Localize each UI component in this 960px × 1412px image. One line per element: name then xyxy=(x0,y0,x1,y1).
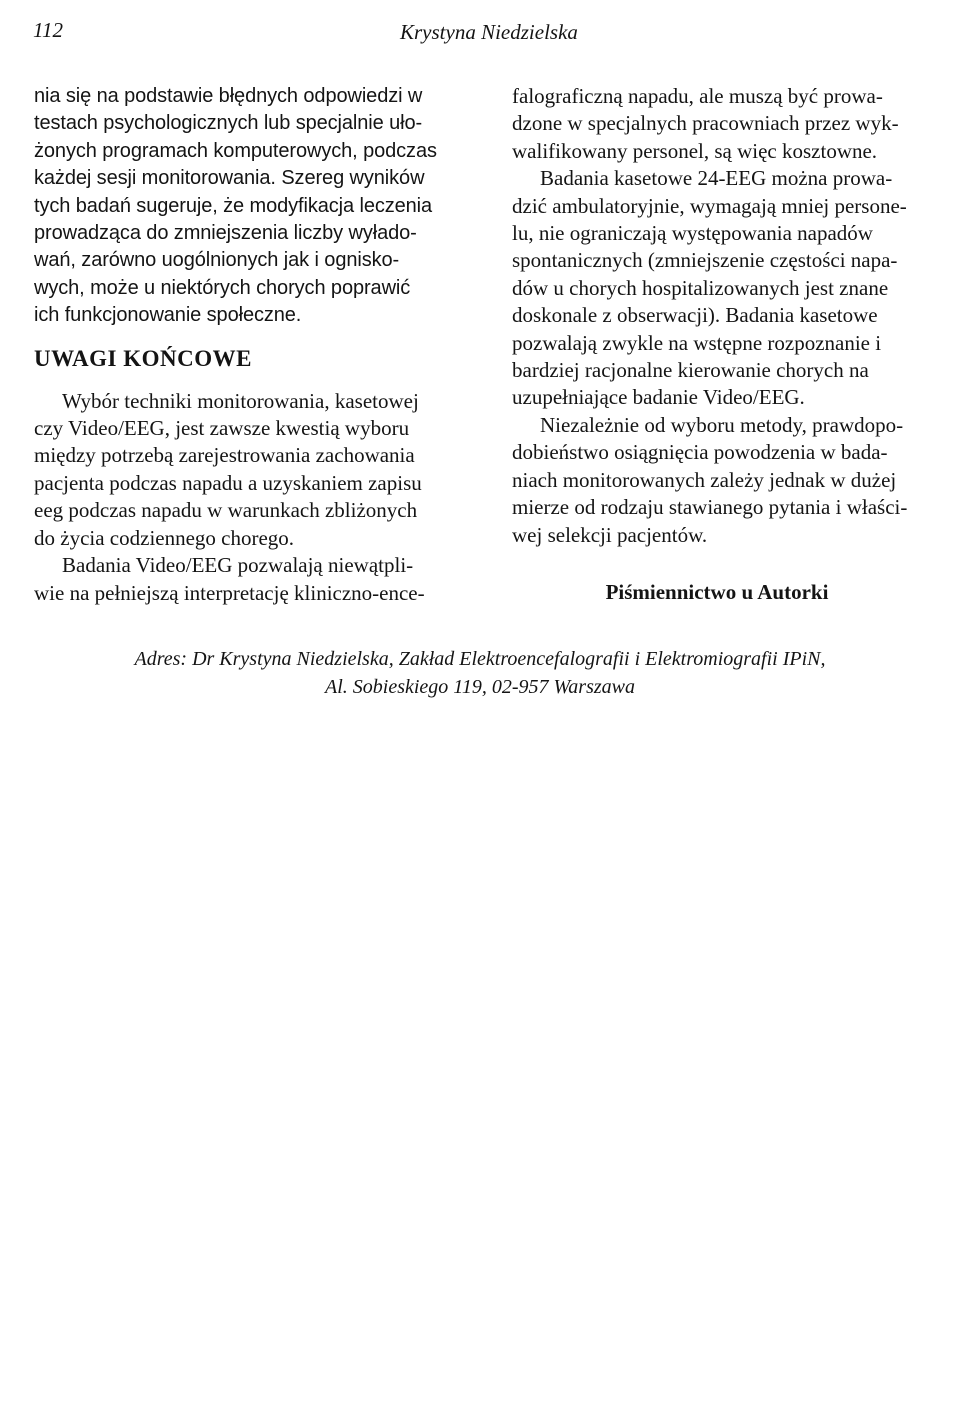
text-line: prowadząca do zmniejszenia liczby wyłado- xyxy=(34,222,417,245)
text-line: testach psychologicznych lub specjalnie uło- xyxy=(34,112,423,135)
right-column xyxy=(512,83,952,606)
text-line: Wybór techniki monitorowania, kasetowej xyxy=(62,388,419,413)
text-line: dzić ambulatoryjnie, wymagają mniej persone- xyxy=(512,193,907,218)
text-line: wie na pełniejszą interpretację kliniczno-ence- xyxy=(34,580,425,605)
text-line: uzupełniające badanie Video/EEG. xyxy=(512,385,805,410)
text-line: spontanicznych (zmniejszenie częstości napa- xyxy=(512,248,898,273)
text-line: dobieństwo osiągnięcia powodzenia w bada- xyxy=(512,440,888,465)
text-line: każdej sesji monitorowania. Szereg wyników xyxy=(34,167,425,190)
page-number: 112 xyxy=(33,18,63,42)
text-line: wań, zarówno uogólnionych jak i ognisko- xyxy=(34,249,400,272)
text-line: mierze od rodzaju stawianego pytania i właści- xyxy=(512,495,908,520)
text-line: wej selekcji pacjentów. xyxy=(512,522,708,547)
text-line: niach monitorowanych zależy jednak w dużej xyxy=(512,467,897,492)
text-line: tych badań sugeruje, że modyfikacja leczenia xyxy=(34,194,433,217)
text-line: wych, może u niektórych chorych poprawić xyxy=(34,276,411,299)
text-line: dzone w specjalnych pracowniach przez wyk- xyxy=(512,111,899,136)
text-line: lu, nie ograniczają występowania napadów xyxy=(512,221,873,246)
address-line: Al. Sobieskiego 119, 02-957 Warszawa xyxy=(325,676,635,698)
cassette-paragraph xyxy=(512,165,952,412)
text-line: walifikowany personel, są więc kosztowne. xyxy=(512,138,878,163)
text-line: pozwalają zwykle na wstępne rozpoznanie i xyxy=(512,330,882,355)
text-line: żonych programach komputerowych, podczas xyxy=(34,139,437,162)
text-line: Niezależnie od wyboru metody, prawdopo- xyxy=(540,412,904,437)
method-paragraph xyxy=(512,412,952,549)
text-line: dów u chorych hospitalizowanych jest znane xyxy=(512,275,889,300)
conclusion-paragraph-1 xyxy=(34,388,472,552)
text-line: doskonale z obserwacji). Badania kasetowe xyxy=(512,303,878,328)
left-column xyxy=(34,83,472,607)
text-line: Badania Video/EEG pozwalają niewątpli- xyxy=(62,553,414,578)
running-head-author: Krystyna Niedzielska xyxy=(400,20,578,44)
text-line: falograficzną napadu, ale muszą być prowa- xyxy=(512,84,883,108)
text-line: Badania kasetowe 24-EEG można prowa- xyxy=(540,166,893,191)
text-line: eeg podczas napadu w warunkach zbliżonych xyxy=(34,498,418,523)
text-line: czy Video/EEG, jest zawsze kwestią wyboru xyxy=(34,416,410,441)
continued-paragraph xyxy=(512,83,952,165)
section-heading: UWAGI KOŃCOWE xyxy=(34,345,252,371)
text-line: do życia codziennego chorego. xyxy=(34,525,295,550)
address-line: Adres: Dr Krystyna Niedzielska, Zakład Elektroencefalografii i Elektromiografii IPiN, xyxy=(134,648,826,670)
references-heading: Piśmiennictwo u Autorki xyxy=(605,579,829,604)
text-line: nia się na podstawie błędnych odpowiedzi w xyxy=(34,85,423,107)
text-line: pacjenta podczas napadu a uzyskaniem zapisu xyxy=(34,470,422,495)
author-address xyxy=(0,645,960,701)
conclusion-paragraph-2 xyxy=(34,552,472,607)
text-line: bardziej racjonalne kierowanie chorych na xyxy=(512,358,869,383)
intro-paragraph xyxy=(34,83,472,330)
text-line: między potrzebą zarejestrowania zachowania xyxy=(34,443,415,468)
text-line: ich funkcjonowanie społeczne. xyxy=(34,304,302,327)
